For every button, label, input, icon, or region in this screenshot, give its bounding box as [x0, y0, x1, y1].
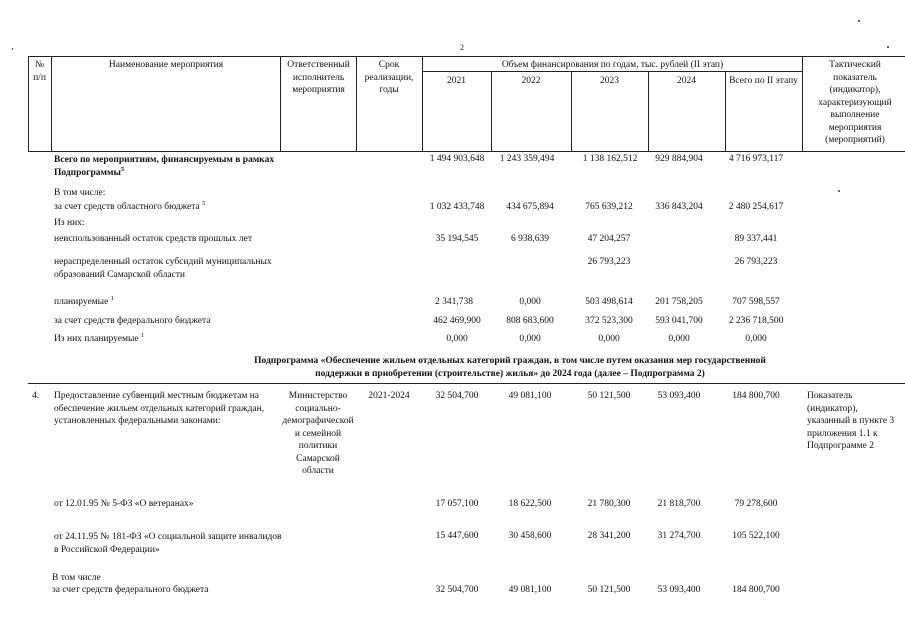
value-2022: 434 675,894: [506, 202, 554, 212]
value-2023: 765 639,212: [585, 202, 633, 212]
header-col-name: Наименование мероприятия: [108, 60, 224, 70]
page-number: 2: [460, 43, 464, 52]
row-label: В том числе: [52, 573, 101, 583]
value-total: 26 793,223: [734, 257, 778, 267]
header-col-term: Срок реализации, годы: [364, 60, 414, 95]
value-2022: 808 683,600: [506, 316, 554, 326]
header-year-2021: 2021: [447, 76, 466, 86]
value-2022: 30 458,600: [508, 531, 552, 541]
value-total: 0,000: [745, 334, 767, 344]
item-term: 2021-2024: [368, 391, 410, 401]
header-col-total: Всего по II этапу: [729, 76, 798, 86]
header-col-responsible: Ответственный исполнитель мероприятия: [287, 60, 350, 95]
row-label: за счет средств федерального бюджета: [54, 316, 211, 326]
value-2021: 35 194,545: [435, 234, 479, 244]
row-label: планируемые $^1$: [54, 294, 114, 307]
row-label: Всего по мероприятиям, финансируемым в рамках Подпрограммы$^5$: [54, 155, 275, 178]
value-2021: 32 504,700: [435, 585, 479, 595]
value-2024: 53 093,400: [657, 391, 701, 401]
header-col-financing: Объем финансирования по годам, тыс. рублей (II этап): [501, 60, 724, 70]
value-2024: 53 093,400: [657, 585, 701, 595]
value-2023: 50 121,500: [587, 391, 631, 401]
scan-speck: [838, 190, 840, 192]
value-2023: 47 204,257: [587, 234, 631, 244]
item-indicator: Показатель (индикатор), указанный в пункте 3 приложения 1.1 к Подпрограмме 2: [807, 391, 895, 451]
value-2023: 0,000: [598, 334, 620, 344]
value-2022: 18 622,500: [508, 499, 552, 509]
value-2023: 1 138 162,512: [582, 154, 638, 164]
value-2024: 0,000: [668, 334, 690, 344]
value-total: 105 522,100: [732, 531, 780, 541]
value-total: 89 337,441: [734, 234, 778, 244]
value-total: 184 800,700: [732, 585, 780, 595]
value-2024: 201 758,205: [655, 297, 703, 307]
value-2021: 462 469,900: [433, 316, 481, 326]
value-2023: 21 780,300: [587, 499, 631, 509]
value-2022: 49 081,100: [508, 391, 552, 401]
item-number: 4.: [32, 391, 40, 401]
row-label: за счет средств федерального бюджета: [52, 585, 209, 595]
scan-speck: [887, 46, 889, 48]
header-col-indicator: Тактический показатель (индикатор), характеризующий выполнение мероприятия (мероприятий): [818, 60, 892, 145]
value-total: 2 236 718,500: [728, 316, 784, 326]
subprogram-title: Подпрограмма «Обеспечение жильем отдельных категорий граждан, в том числе путем оказания мер государственной поддержки в приобретении (строительстве) жилья» до 2024 года (далее – Подпрограмма 2): [254, 356, 766, 379]
value-2021: 15 447,600: [435, 531, 479, 541]
value-2024: 336 843,204: [655, 202, 703, 212]
item-responsible: Министерство социально-демографической и семейной политики Самарской области: [282, 391, 354, 476]
value-total: 4 716 973,117: [728, 154, 784, 164]
value-total: 184 800,700: [732, 391, 780, 401]
value-2023: 503 498,614: [585, 297, 633, 307]
value-2023: 372 523,300: [585, 316, 633, 326]
value-2022: 0,000: [519, 297, 541, 307]
row-label: Из них планируемые $^1$: [54, 331, 145, 344]
row-label: нераспределенный остаток субсидий муниципальных образований Самарской области: [54, 257, 272, 280]
value-total: 707 598,557: [732, 297, 780, 307]
value-2024: 21 818,700: [657, 499, 701, 509]
value-2024: 31 274,700: [657, 531, 701, 541]
scan-speck: [858, 20, 860, 22]
value-2021: 17 057,100: [435, 499, 479, 509]
value-2021: 32 504,700: [435, 391, 479, 401]
header-col-num: № п/п: [33, 60, 46, 83]
value-2022: 0,000: [519, 334, 541, 344]
value-2021: 1 494 903,648: [429, 154, 485, 164]
value-2023: 50 121,500: [587, 585, 631, 595]
value-2023: 26 793,223: [587, 257, 631, 267]
value-2024: 593 041,700: [655, 316, 703, 326]
value-2021: 1 032 433,748: [429, 202, 485, 212]
header-year-2024: 2024: [677, 76, 696, 86]
value-2022: 49 081,100: [508, 585, 552, 595]
scan-speck: [12, 48, 13, 50]
header-year-2023: 2023: [600, 76, 619, 86]
row-label: Из них:: [54, 218, 85, 228]
value-2022: 1 243 359,494: [499, 154, 555, 164]
item-name: Предоставление субвенций местным бюджетам на обеспечение жильем отдельных категорий граждан, установленных федеральными законами:: [54, 391, 265, 426]
row-label: за счет средств областного бюджета $^5$: [54, 199, 206, 212]
value-2023: 28 341,200: [587, 531, 631, 541]
row-label: В том числе:: [54, 188, 106, 198]
value-2024: 929 884,904: [655, 154, 703, 164]
section-divider: [28, 383, 905, 384]
value-total: 2 480 254,617: [728, 202, 784, 212]
row-label: неиспользованный остаток средств прошлых лет: [54, 234, 253, 244]
value-total: 79 278,600: [734, 499, 778, 509]
header-year-2022: 2022: [521, 76, 541, 86]
value-2021: 0,000: [446, 334, 468, 344]
value-2022: 6 938,639: [511, 234, 549, 244]
row-label: от 24.11.95 № 181-ФЗ «О социальной защите инвалидов в Российской Федерации»: [54, 532, 282, 555]
row-label: от 12.01.95 № 5-ФЗ «О ветеранах»: [54, 499, 194, 509]
value-2021: 2 341,738: [435, 297, 473, 307]
